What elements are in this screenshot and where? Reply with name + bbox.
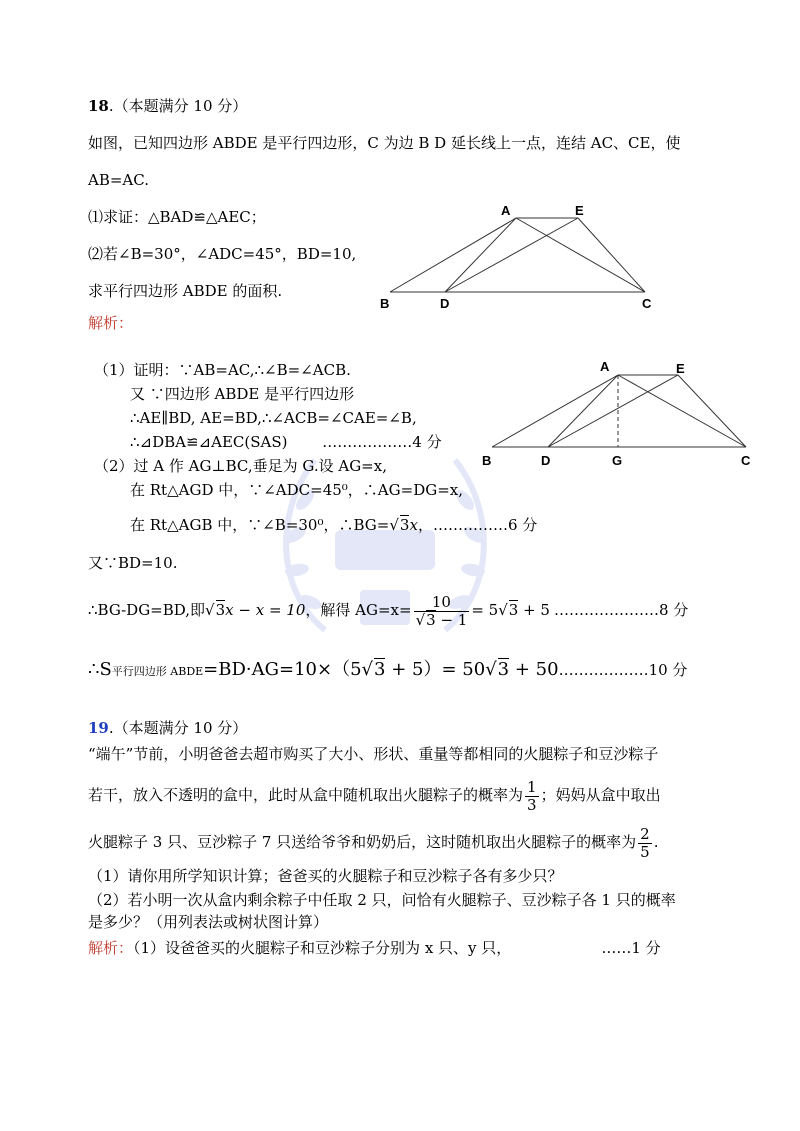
sol18-step9-fraction: $\frac{10}{√3 - 1}$: [415, 592, 468, 629]
sol18-step2: 又 ∵四边形 ABDE 是平行四边形: [130, 385, 355, 403]
fig2-label-d: D: [541, 453, 551, 468]
sol18-step10-close: ）: [423, 659, 442, 680]
fig1-label-c: C: [642, 296, 652, 311]
sol18-step9-radicand: 3: [215, 601, 226, 619]
q18-part1: ⑴求证：△BAD≌△AEC；: [88, 208, 266, 226]
q19-prob2-num: 2: [640, 824, 650, 843]
sol18-step7: 在 Rt△AGB 中，∵∠B=30⁰，∴BG=√3x，……………6 分: [130, 516, 538, 534]
q19-question2: （2）若小明一次从盒内剩余粽子中任取 2 只，问恰有火腿粽子、豆沙粽子各 1 只的概率: [88, 891, 676, 909]
q19-answer1: [88, 938, 661, 958]
fig2-label-e: E: [676, 361, 685, 376]
q19-line3-text: 火腿粽子 3 只、豆沙粽子 7 只送给爷爷和奶奶后，这时随机取出火腿粽子的概率为: [88, 833, 637, 851]
q19-answer1-text: （1）设爸爸买的火腿粽子和豆沙粽子分别为 x 只、y 只，: [133, 939, 512, 957]
figure-2-parallelogram-altitude: [478, 355, 768, 470]
fig2-label-g: G: [612, 453, 623, 468]
q19-jiexi: 解析：: [88, 939, 134, 957]
q19-line3: [88, 822, 659, 862]
q18-part2: ⑵若∠B=30°，∠ADC=45°，BD=10,: [88, 245, 357, 263]
sol18-step5: （2）过 A 作 AG⊥BC,垂足为 G.设 AG=x,: [94, 457, 387, 475]
sol18-step9-den-radicand: 3: [426, 610, 436, 629]
q19-title: [88, 718, 247, 738]
sol18-step10-s: ∴S: [88, 659, 112, 680]
q19-prob2-den: 5: [640, 842, 650, 861]
sol18-step9-numerator: 10: [414, 594, 470, 612]
fig1-label-b: B: [380, 296, 390, 311]
sol18-step10: ∴S平行四边形 ABDE=BD·AG=10×（5√3 + 5）= 50√3 + 50………………10 分: [88, 659, 688, 680]
sol18-step7-text: 在 Rt△AGB 中，∵∠B=30⁰，∴BG=: [130, 516, 390, 534]
q18-jiexi: 解析：: [88, 314, 134, 332]
q19-line2-end: ；妈妈从盒中取出: [540, 786, 661, 804]
q18-title: [88, 96, 247, 116]
fig1-label-a: A: [501, 203, 511, 218]
sol18-step10-radicand2: 3: [497, 659, 510, 680]
sol18-step10-d: + 5: [385, 659, 424, 680]
q19-score-note: .（本题满分 10 分）: [108, 719, 248, 737]
sol18-step9-solve: ，解得 AG=x=: [305, 601, 412, 619]
sol18-step3: ∴AE∥BD, AE=BD,∴∠ACB=∠CAE=∠B,: [130, 409, 417, 427]
sol18-step10-formula: =BD·AG=10×（: [203, 659, 351, 680]
sol18-step9-den-rest: − 1: [435, 610, 468, 629]
sol18-step10-score: ………………10 分: [558, 661, 688, 679]
q19-prob1-den: 3: [527, 795, 537, 814]
q18-line1: 如图，已知四边形 ABDE 是平行四边形，C 为边 B D 延长线上一点，连结 AC、CE，使: [88, 134, 681, 152]
q19-line2-text: 若干，放入不透明的盒中，此时从盒中随机取出火腿粽子的概率为: [88, 786, 524, 804]
q19-question2b: 是多少？（用列表法或树状图计算）: [88, 913, 329, 931]
sol18-step10-f: = 50: [441, 659, 486, 680]
sol18-step7-score: ，……………6 分: [417, 516, 538, 534]
fig2-label-c: C: [741, 453, 751, 468]
sol18-step6: 在 Rt△AGD 中，∵∠ADC=45⁰，∴AG=DG=x,: [130, 481, 463, 499]
sol18-step10-subscript: 平行四边形 ABDE: [111, 665, 204, 678]
q19-question1: （1）请你用所学知识计算；爸爸买的火腿粽子和豆沙粽子各有多少只？: [88, 867, 563, 885]
sol18-step9-eq: x − x = 10: [225, 601, 306, 619]
fig2-label-a: A: [600, 359, 610, 374]
fig1-label-d: D: [440, 296, 450, 311]
q18-number: 18: [88, 97, 109, 115]
q19-answer1-score: ……1 分: [601, 939, 661, 957]
sol18-step7-radicand: 3: [399, 516, 410, 534]
sol18-step8: 又∵BD=10.: [88, 554, 178, 572]
q18-score-note: .（本题满分 10 分）: [108, 97, 248, 115]
q19-number: 19: [88, 719, 109, 737]
sol18-step1: （1）证明：∵AB=AC,∴∠B=∠ACB.: [94, 361, 351, 379]
sol18-step10-c: 5: [350, 659, 362, 680]
sol18-step9-result-a: = 5: [471, 601, 499, 619]
q18-line2: AB=AC.: [88, 171, 149, 189]
sol18-step10-radicand: 3: [374, 659, 386, 680]
sol18-step10-g: + 50: [509, 659, 559, 680]
fig1-label-e: E: [575, 203, 584, 218]
figure-1-parallelogram: [370, 200, 670, 315]
q19-line1: “端午”节前，小明爸爸去超市购买了大小、形状、重量等都相同的火腿粽子和豆沙粽子: [88, 745, 659, 763]
sol18-step9: ∴BG-DG=BD,即√3x − x = 10，解得 AG=x= $\frac{10}{√3 - 1}$ = 5√3 + 5 …………………8 分: [88, 592, 689, 629]
q19-prob1-num: 1: [527, 777, 537, 796]
q19-prob-two-fifths: [638, 826, 652, 861]
q19-line2: [88, 775, 661, 815]
q18-part3: 求平行四边形 ABDE 的面积.: [88, 282, 283, 300]
sol18-step4: [130, 432, 442, 452]
sol18-step9-text: ∴BG-DG=BD,即: [88, 601, 206, 619]
sol18-step9-score: …………………8 分: [553, 601, 689, 619]
sol18-step7-x: x: [409, 516, 418, 534]
sol18-step9-result-b: + 5: [518, 601, 550, 619]
sol18-step9-result-radicand: 3: [508, 601, 519, 619]
q19-line3-end: .: [653, 833, 659, 851]
fig2-label-b: B: [482, 453, 492, 468]
sol18-step4-text: ∴⊿DBA≌⊿AEC(SAS): [130, 433, 288, 451]
sol18-step4-score: ………………4 分: [322, 433, 442, 451]
q19-prob-one-third: [525, 779, 539, 814]
